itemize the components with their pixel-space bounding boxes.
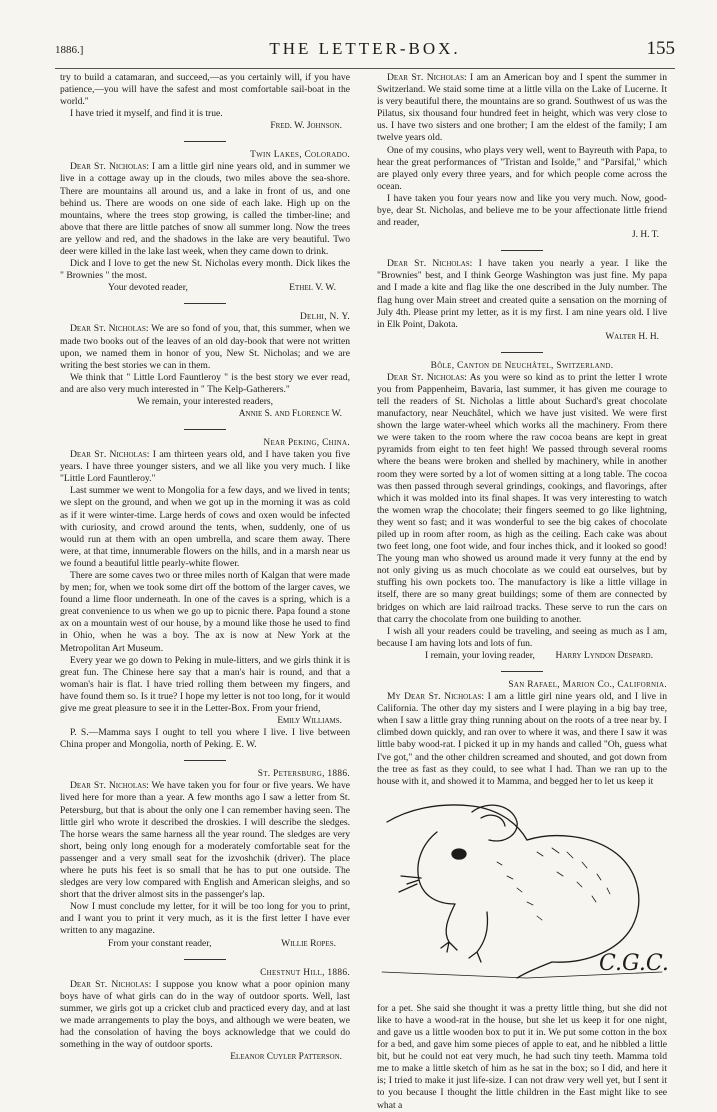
salutation: Dear St. Nicholas:	[70, 780, 149, 792]
sketch-front-paw	[441, 904, 457, 952]
sketch-back-stroke	[387, 805, 527, 840]
divider	[501, 671, 543, 672]
letter-body: We are so fond of you, that, this summer, when we made two books out of the leaves of an old day-book that were not written upon, we named them in honor of you, New St. Nicholas; and we are writing the best stories we can in them.	[60, 323, 350, 371]
signature: J. H. T.	[632, 230, 659, 241]
page-header	[55, 38, 675, 64]
signature: Fred. W. Johnson.	[270, 121, 342, 132]
divider	[184, 429, 226, 430]
letter-body: for a pet. She said she thought it was a pretty little thing, but she did not like to have a wood-rat in the house, but she let us keep it for one night, and gave us a little wooden box to put it in. We put some cotton in the box for a bed, and gave him some pieces of apple to eat, and he nibbled a little bit, but he could not eat very much, he had such tiny teeth. Mamma told me to make a little sketch of him as he sat in the box; so I did, and here it is; I tried to make it just life-size. I can not draw very well yet, but I sent it to you because I thought the little children in the East might like to see what a	[377, 1002, 667, 1111]
wood-rat-sketch	[377, 792, 667, 992]
signature: Willie Ropes.	[281, 937, 336, 949]
sketch-tail	[517, 962, 552, 978]
divider	[184, 760, 226, 761]
letter-body: One of my cousins, who plays very well, went to Bayreuth with Papa, to hear the great performances of "Tristan and Isolde," and "Parsifal," which are played only every three years, and for which people come across the ocean.	[377, 144, 667, 192]
page-number: 155	[646, 38, 675, 59]
dateline: Chestnut Hill, 1886.	[260, 967, 350, 978]
sketch-ear	[472, 805, 517, 841]
letter-body: We think that " Little Lord Fauntleroy " is the best story we ever read, and are also very much interested in " The Kelp-Gatherers."	[60, 371, 350, 395]
letter-delhi	[60, 311, 350, 420]
letter-body: I have taken you four years now and like you very much. Now, good-bye, dear St. Nicholas, and believe me to be your affectionate little friend and reader,	[377, 192, 667, 229]
letter-twin-lakes	[60, 149, 350, 294]
divider	[184, 303, 226, 304]
dateline: St. Petersburg, 1886.	[257, 769, 350, 780]
sketch-face	[418, 832, 455, 904]
letter-san-rafael	[377, 679, 667, 1112]
divider	[184, 141, 226, 142]
sketch-fur-hatching	[537, 848, 610, 902]
sketch-fur-hatching	[497, 862, 542, 920]
letter-body: Dick and I love to get the new St. Nicholas every month. Dick likes the " Brownies " the most.	[60, 258, 350, 282]
letter-body: I have taken you nearly a year. I like the "Brownies" best, and I think George Washington was just fine. My papa and I made a kite and flag like the one described in the July number. The flag hung over Main street and created quite a sensation on the morning of July 4th. Please print my letter, as it is my first. I am nine years old. I live in Elk Point, Dakota.	[377, 258, 667, 330]
letter-st-petersburg	[60, 768, 350, 949]
header-title: THE LETTER-BOX.	[269, 39, 461, 58]
sketch-ear-inner	[481, 815, 505, 826]
dateline: Near Peking, China.	[263, 438, 350, 449]
dateline: Bôle, Canton de Neuchâtel, Switzerland.	[430, 360, 614, 371]
divider	[184, 959, 226, 960]
header-year: 1886.]	[55, 44, 84, 56]
signature: Walter H. H.	[605, 331, 659, 342]
signature: Annie S. and Florence W.	[238, 409, 342, 420]
salutation: Dear St. Nicholas:	[70, 161, 149, 173]
letter-peking	[60, 437, 350, 751]
dateline: Twin Lakes, Colorado.	[250, 150, 350, 161]
divider	[501, 250, 543, 251]
letter-body: There are some caves two or three miles north of Kalgan that were made by men; for, when we took some dirt off the bottom of the larger caves, we found a lime floor underneath. In one of the caves is a spring, which is a great convenience to us when we go up to picnic there. Papa found a stone ax on a mountain west of our house, by a mound like those he used to find in Ohio, when he was a boy. The ax is now at New York at the Metropolitan Art Museum.	[60, 570, 350, 654]
closing-text: I remain, your loving reader,	[425, 649, 535, 661]
letter-catamaran	[60, 72, 350, 132]
letter-body: I wish all your readers could be traveling, and seeing as much as I am, because I am having lots and lots of fun.	[377, 625, 667, 649]
letter-body: Every year we go down to Peking in mule-litters, and we girls think it is great fun. The Chinese here say that a man's hair is round, and that a woman's hair is flat. I have tried rolling them between my fingers, and have found them so. Is it true? I hope my letter is not too long, for it would give me great pleasure to see it in the Letter-Box. From your friend,	[60, 654, 350, 715]
closing-text: Your devoted reader,	[108, 282, 188, 294]
letter-chestnut-hill	[60, 967, 350, 1064]
letter-bole	[377, 360, 667, 662]
salutation: Dear St. Nicholas:	[70, 449, 150, 461]
letter-elk-point	[377, 258, 667, 343]
sketch-second-paw	[469, 912, 488, 962]
dateline: San Rafael, Marion Co., California.	[508, 680, 667, 691]
postscript: P. S.—Mamma says I ought to tell you where I live. I live between China proper and Mongolia, north of Peking. E. W.	[60, 727, 350, 751]
salutation: My Dear St. Nicholas:	[387, 691, 485, 703]
letter-body: I am an American boy and I spent the summer in Switzerland. We staid some time at a little villa on the Lake of Lucerne. It is very beautiful there, the mountains are so grand. Southwest of us was the Pilatus, six thousand four hundred feet in height, which was very close to us. I have two sisters and one brother; I am the eldest of the family; I am twelve years old.	[377, 72, 667, 144]
sketch-eye	[452, 849, 466, 859]
letter-body: I am thirteen years old, and I have taken you five years. I have three younger sisters, and we all like you very much. I like "Little Lord Fauntleroy."	[60, 449, 350, 485]
salutation: Dear St. Nicholas:	[387, 72, 467, 83]
sketch-rump	[527, 835, 639, 962]
divider	[501, 352, 543, 353]
signature: Emily Williams.	[277, 716, 342, 727]
right-column	[377, 72, 669, 1111]
left-column	[60, 72, 350, 1063]
letter-body: We have taken you for four or five years. We have lived here for more than a year. A few months ago I saw a letter from St. Petersburg, but that is about the only one I can remember having seen. The little girl who wrote it described the droskies. I will describe the sledges. The horse wears the same harness all the year round. The sledges are very short, being only long enough for a moderately comfortable seat for the passenger and a very small seat for the izvoshchik (driver). The place where he puts his feet is so small that he has to put one outside. The sledges are very low compared with English and American sleighs, and so short that the driver almost sits in the passenger's lap.	[60, 780, 350, 901]
letter-body: Last summer we went to Mongolia for a few days, and we lived in tents; we slept on the ground, and when we got up in the morning it was as cold as if it were winter-time. Large herds of cows and oxen would be infected with curiosity, and crowd around the tents, when, suddenly, one of us would run at them with an open umbrella, and scare them away. There were, at that time, innumerable flowers on the hills, and in a marsh near us we found a beautiful little pearly-white flower.	[60, 485, 350, 569]
dateline: Delhi, N. Y.	[299, 312, 350, 323]
letter-body: Now I must conclude my letter, for it will be too long for you to print, and I want you to print it very much, as it is the first letter I have ever written to any magazine.	[60, 901, 350, 937]
header-rule	[55, 68, 675, 69]
closing-text: We remain, your interested readers,	[136, 395, 274, 407]
artist-monogram: C.G.C.	[599, 950, 669, 976]
signature: Harry Lyndon Despard.	[555, 649, 653, 661]
letter-body: I am a little girl nine years old, and in summer we live in a cottage away up in the clouds, two miles above the sea-shore. There are mountains all around us, and a lake in front of us, and one behind us. There are woods on one side of each lake. High up on the mountains, where the trees stop growing, is called the timber-line; and above that there are little patches of snow all summer long. Now the trees are yellow and red, and the shadows in the lake are very beautiful. Two deer were killed in the lake last week, when they came down to drink.	[60, 161, 350, 258]
signature: Ethel V. W.	[289, 282, 336, 294]
letter-body: I am a little girl nine years old, and I live in California. The other day my sisters and I were playing in a big bay tree, when I saw a little gray thing running about on the roots of a tree near by. I climbed down quickly, and ran over to where it was, and there I saw it was little baby wood-rat. I picked it up in my hands and called "Oh, guess what I've got," and the other children screamed and shouted, and got down from the tree as fast as they could, to see what I had. Than we ran up to the house with it, and showed it to Mamma, and begged her to let us keep it	[377, 691, 667, 787]
signature: Eleanor Cuyler Patterson.	[230, 1052, 342, 1063]
letter-body: As you were so kind as to print the letter I wrote you from Pappenheim, Bavaria, last summer, it has given me courage to tell the readers of St. Nicholas a little about Suchard's great chocolate manufactory, near Neuchâtel, which we have just visited. We were first shown the large water-wheel which works all the machinery. From there we were taken to the room where the raw cocoa beans are kept in great pyramids from eight to ten feet high! We passed through several rooms where the beans were broken and shelled by machinery, while in another room they were sorted by a lot of women sitting at a long table. The cocoa was then passed through several grindings, cookings, and flavorings, after which it was molded into its final shapes. It was very interesting to watch the women wrap the chocolate; their fingers seemed to go like lightning, they went so fast; and it was wonderful to see the big cakes of chocolate piled up in room after room, as high as the ceiling. Each cake was about two feet long, one foot wide, and four inches thick, and it looked so good! The young man who showed us around made it very funny at the end by not only giving us as much chocolate as we could eat ourselves, but by stuffing his own pockets too. The manufactory is like a little village in itself, there are so many great buildings; some of them are connected by bridges on which are laid railroad tracks. These serve to run the cars on that carry the chocolate from one building to another.	[377, 371, 668, 625]
sketch-whiskers	[399, 876, 421, 892]
letter-body: I suppose you know what a poor opinion many boys have of what girls can do in the way of outdoor sports. Well, last summer, we girls got up a cricket club and practiced every day, and at last we made arrangements to play the boys, and although we were beaten, we had the consolation of having the boys acknowledge that we could do something in the way of outdoor sports.	[60, 978, 350, 1051]
salutation: Dear St. Nicholas:	[70, 978, 152, 990]
letter-body: I have tried it myself, and find it is true.	[70, 108, 223, 120]
closing	[60, 282, 350, 294]
letter-switzerland-boy	[377, 72, 667, 241]
salutation: Dear St. Nicholas:	[387, 371, 467, 383]
letter-body: try to build a catamaran, and succeed,—as you certainly will, if you have patience,—you will have the safest and most comfortable sail-boat in the world."	[60, 72, 350, 108]
salutation: Dear St. Nicholas:	[70, 323, 149, 335]
closing-text: From your constant reader,	[108, 937, 212, 949]
closing	[60, 938, 350, 950]
salutation: Dear St. Nicholas:	[387, 258, 473, 270]
closing	[377, 650, 667, 662]
